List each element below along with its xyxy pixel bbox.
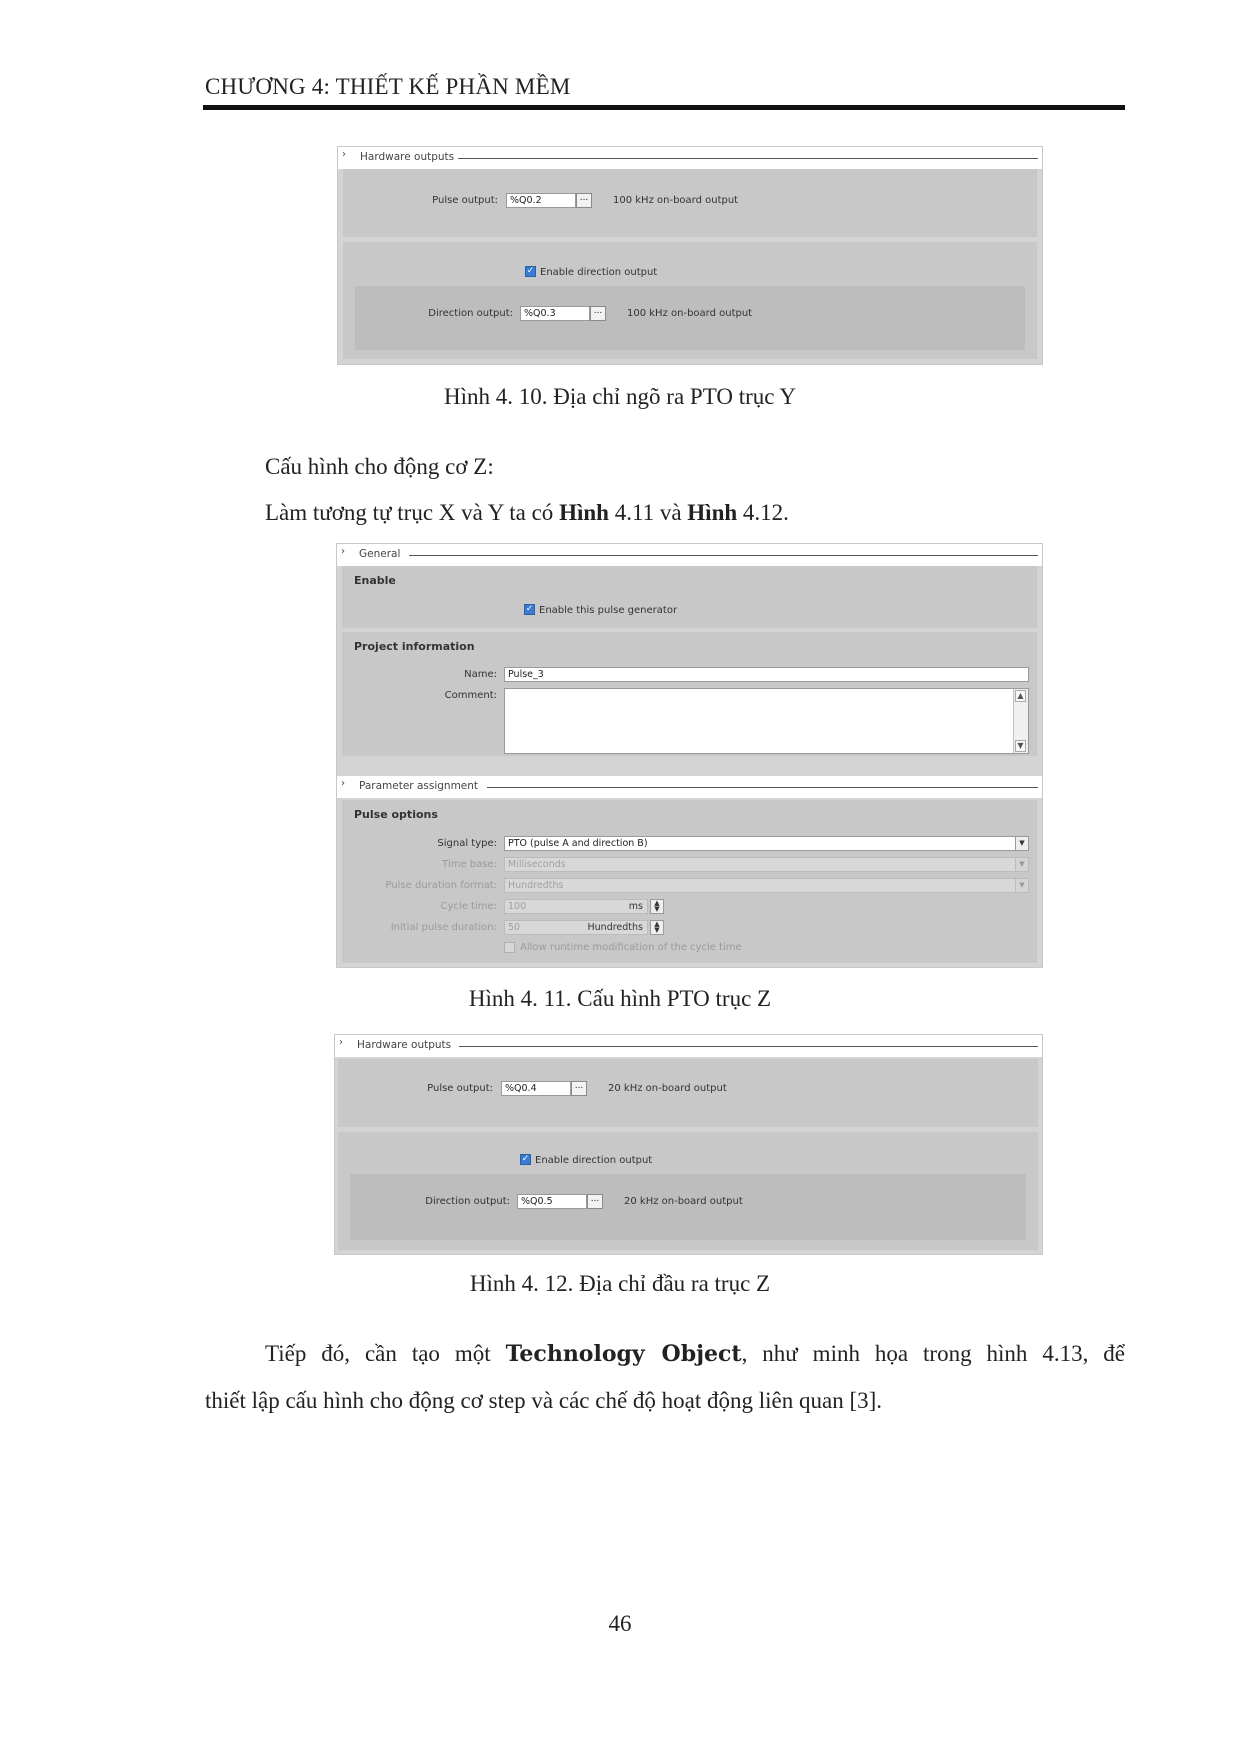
parameter-assignment-header[interactable] — [337, 776, 1042, 798]
section-title: Hardware outputs — [357, 1039, 457, 1051]
direction-output-field[interactable]: %Q0.3 — [520, 306, 590, 321]
initial-pulse-stepper[interactable]: ▲ ▼ — [650, 920, 664, 935]
direction-output-browse-button[interactable]: ... — [590, 306, 606, 321]
project-info-pane — [342, 632, 1037, 756]
section-title: Parameter assignment — [359, 780, 484, 792]
signal-type-label: Signal type: — [437, 838, 497, 849]
comment-textarea[interactable] — [504, 688, 1029, 754]
page-number: 46 — [608, 1611, 632, 1636]
pulse-output-browse-button[interactable]: ... — [576, 193, 592, 208]
enable-direction-label: Enable direction output — [540, 267, 658, 278]
enable-pulse-label: Enable this pulse generator — [539, 605, 678, 616]
text-segment: 4.11 và — [608, 500, 688, 525]
figure-4-12-screenshot — [334, 1034, 1043, 1255]
direction-output-description: 20 kHz on-board output — [624, 1196, 743, 1207]
time-base-value: Milliseconds — [508, 859, 566, 870]
text-segment: 4.12. — [737, 500, 789, 525]
section-divider — [458, 158, 1038, 159]
figure-4-10-screenshot — [337, 146, 1043, 365]
figure-4-11-screenshot — [336, 543, 1043, 968]
figure-4-11-caption: Hình 4. 11. Cấu hình PTO trục Z — [468, 986, 772, 1011]
time-base-label: Time base: — [442, 859, 497, 870]
pulse-output-pane — [338, 1059, 1038, 1127]
pulse-format-dropdown[interactable] — [504, 878, 1029, 893]
bold-hinh: Hình — [687, 500, 738, 525]
pulse-output-browse-button[interactable]: ... — [571, 1081, 587, 1096]
paragraph-technology-object — [265, 1341, 1125, 1367]
pulse-output-field[interactable]: %Q0.2 — [506, 193, 576, 208]
allow-runtime-label: Allow runtime modification of the cycle time — [520, 942, 742, 953]
initial-pulse-field[interactable] — [504, 920, 648, 935]
comment-scrollbar[interactable] — [1013, 689, 1028, 753]
text-segment: Làm tương tự trục X và Y ta có — [265, 500, 560, 525]
name-field[interactable]: Pulse_3 — [504, 667, 1029, 682]
chevron-down-icon[interactable]: ▼ — [1015, 879, 1028, 892]
section-divider — [459, 1046, 1038, 1047]
project-info-title: Project information — [354, 640, 475, 653]
paragraph-step-motor: thiết lập cấu hình cho động cơ step và các chế độ hoạt động liên quan [3]. — [205, 1388, 883, 1413]
direction-output-label: Direction output: — [428, 308, 513, 319]
section-title: General — [359, 548, 406, 560]
chevron-right-icon[interactable]: › — [342, 149, 346, 160]
pulse-options-title: Pulse options — [354, 808, 438, 821]
enable-direction-label: Enable direction output — [535, 1155, 653, 1166]
pulse-format-value: Hundredths — [508, 880, 564, 891]
direction-output-pane — [338, 1132, 1038, 1250]
pulse-output-field[interactable]: %Q0.4 — [501, 1081, 571, 1096]
signal-type-dropdown[interactable] — [504, 836, 1029, 851]
chevron-right-icon[interactable]: › — [339, 1037, 343, 1048]
figure-4-10-caption: Hình 4. 10. Địa chỉ ngõ ra PTO trục Y — [444, 384, 796, 409]
scroll-up-icon[interactable]: ▲ — [1015, 690, 1026, 702]
cycle-time-value: 100 — [508, 901, 527, 912]
enable-direction-checkbox[interactable]: ✓ — [526, 266, 535, 276]
bold-hinh: Hình — [559, 500, 609, 525]
chapter-title: CHƯƠNG 4: THIẾT KẾ PHẦN MỀM — [205, 74, 571, 99]
direction-inner-pane — [355, 286, 1025, 350]
hardware-outputs-header[interactable] — [338, 147, 1042, 169]
chevron-down-icon[interactable]: ▼ — [1015, 858, 1028, 871]
chevron-down-icon[interactable]: ▼ — [1015, 837, 1028, 850]
initial-pulse-value: 50 — [508, 922, 521, 933]
pulse-output-label: Pulse output: — [432, 195, 498, 206]
direction-output-pane — [343, 242, 1037, 359]
header-rule — [203, 105, 1125, 110]
direction-output-description: 100 kHz on-board output — [627, 308, 753, 319]
general-header[interactable] — [337, 544, 1042, 566]
pulse-output-label: Pulse output: — [427, 1083, 493, 1094]
paragraph-similar-xy — [265, 500, 789, 526]
hardware-outputs-header[interactable] — [335, 1035, 1042, 1057]
cycle-time-unit: ms — [628, 901, 643, 912]
enable-title: Enable — [354, 574, 396, 587]
signal-type-value: PTO (pulse A and direction B) — [508, 838, 648, 849]
section-divider — [487, 787, 1038, 788]
direction-output-browse-button[interactable]: ... — [587, 1194, 603, 1209]
comment-label: Comment: — [444, 690, 497, 701]
name-label: Name: — [464, 669, 497, 680]
enable-direction-checkbox[interactable]: ✓ — [521, 1154, 530, 1164]
pulse-options-pane — [342, 800, 1037, 963]
enable-pane — [342, 566, 1037, 628]
paragraph-motor-z: Cấu hình cho động cơ Z: — [265, 454, 494, 479]
cycle-time-stepper[interactable]: ▲ ▼ — [650, 899, 664, 914]
chevron-right-icon[interactable]: › — [341, 546, 345, 557]
initial-pulse-unit: Hundredths — [587, 922, 643, 933]
direction-inner-pane — [350, 1174, 1026, 1240]
cycle-time-label: Cycle time: — [440, 901, 497, 912]
pulse-format-label: Pulse duration format: — [385, 880, 497, 891]
text-segment: Tiếp đó, cần tạo một — [265, 1341, 506, 1366]
chevron-right-icon[interactable]: › — [341, 778, 345, 789]
initial-pulse-label: Initial pulse duration: — [390, 922, 497, 933]
pulse-output-description: 20 kHz on-board output — [608, 1083, 727, 1094]
pulse-output-pane — [343, 169, 1037, 237]
bold-technology-object: Technology Object — [505, 1341, 742, 1367]
pulse-output-description: 100 kHz on-board output — [613, 195, 739, 206]
figure-4-12-caption: Hình 4. 12. Địa chỉ đầu ra trục Z — [469, 1271, 771, 1296]
enable-pulse-checkbox[interactable]: ✓ — [525, 604, 534, 614]
scroll-down-icon[interactable]: ▼ — [1015, 740, 1026, 752]
text-segment: , như minh họa trong hình 4.13, để — [741, 1341, 1126, 1366]
time-base-dropdown[interactable] — [504, 857, 1029, 872]
section-title: Hardware outputs — [360, 151, 460, 163]
cycle-time-field[interactable] — [504, 899, 648, 914]
direction-output-label: Direction output: — [425, 1196, 510, 1207]
allow-runtime-checkbox[interactable] — [504, 942, 515, 953]
section-divider — [409, 555, 1038, 556]
direction-output-field[interactable]: %Q0.5 — [517, 1194, 587, 1209]
